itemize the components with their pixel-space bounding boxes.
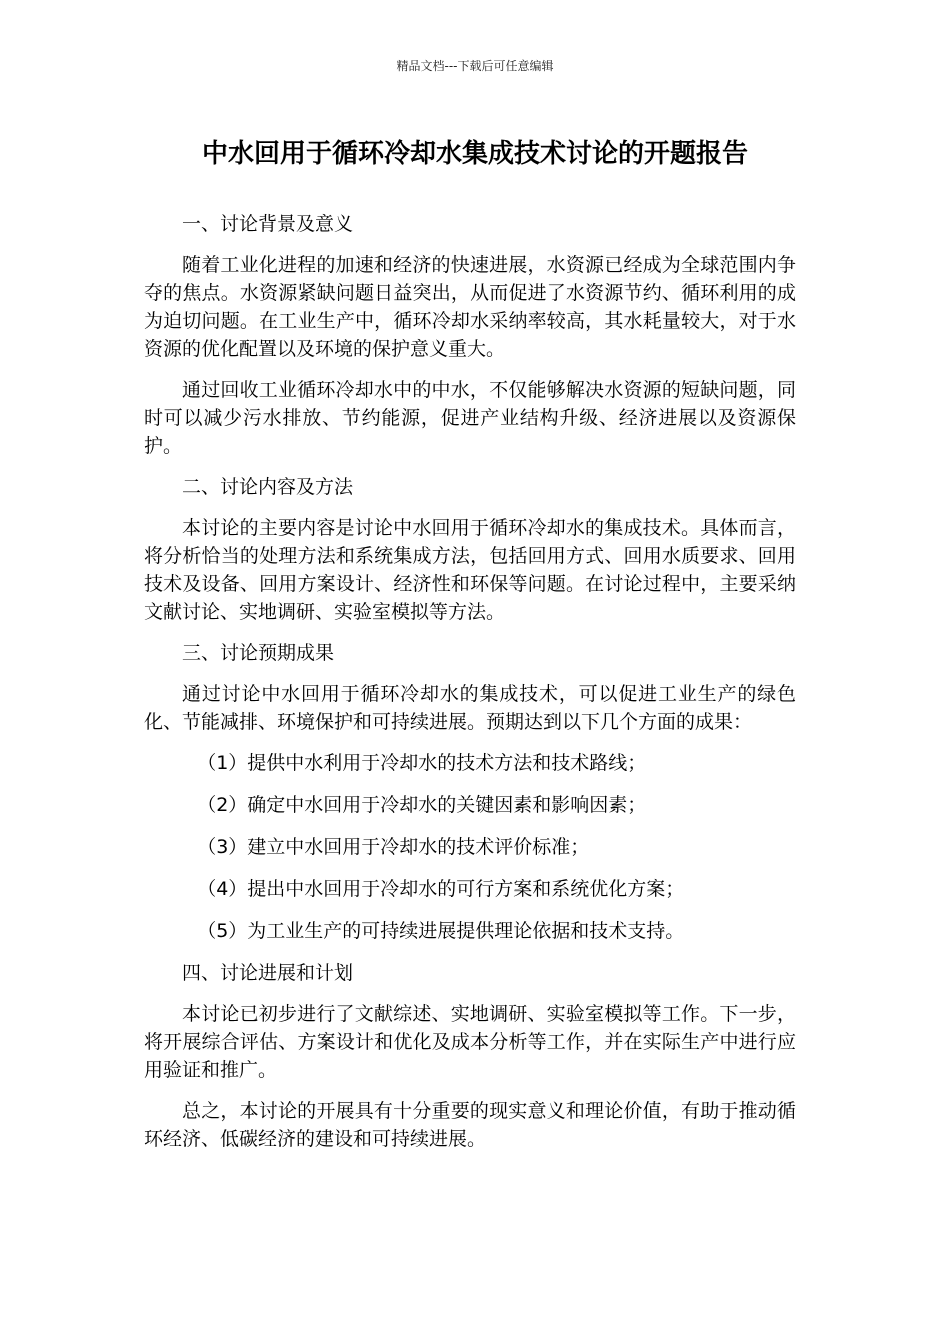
list-item: （4）提出中水回用于冷却水的可行方案和系统优化方案； xyxy=(197,878,685,900)
list-item: （1）提供中水利用于冷却水的技术方法和技术路线； xyxy=(197,752,647,774)
paragraph: 通过回收工业循环冷却水中的中水，不仅能够解决水资源的短缺问题，同时可以减少污水排放、节约能源，促进产业结构升级、经济进展以及资源保护。 xyxy=(144,379,796,457)
section-heading-background: 一、讨论背景及意义 xyxy=(182,213,354,235)
section-heading-content-methods: 二、讨论内容及方法 xyxy=(182,476,354,498)
document-title: 中水回用于循环冷却水集成技术讨论的开题报告 xyxy=(201,139,748,169)
section-heading-expected-results: 三、讨论预期成果 xyxy=(182,642,335,664)
list-item: （3）建立中水回用于冷却水的技术评价标准； xyxy=(197,836,590,858)
list-item: （5）为工业生产的可持续进展提供理论依据和技术支持。 xyxy=(197,920,685,942)
page-header-note: 精品文档---下载后可任意编辑 xyxy=(396,59,554,73)
paragraph: 本讨论已初步进行了文献综述、实地调研、实验室模拟等工作。下一步，将开展综合评估、方案设计和优化及成本分析等工作，并在实际生产中进行应用验证和推广。 xyxy=(144,1003,796,1081)
document-body xyxy=(144,210,796,1166)
paragraph: 本讨论的主要内容是讨论中水回用于循环冷却水的集成技术。具体而言，将分析恰当的处理方法和系统集成方法，包括回用方式、回用水质要求、回用技术及设备、回用方案设计、经济性和环保等问题。在讨论过程中，主要采纳文献讨论、实地调研、实验室模拟等方法。 xyxy=(144,517,796,623)
paragraph: 通过讨论中水回用于循环冷却水的集成技术，可以促进工业生产的绿色化、节能减排、环境保护和可持续进展。预期达到以下几个方面的成果： xyxy=(144,683,796,733)
list-item: （2）确定中水回用于冷却水的关键因素和影响因素； xyxy=(197,794,647,816)
section-heading-progress-plan: 四、讨论进展和计划 xyxy=(182,962,354,984)
paragraph: 总之，本讨论的开展具有十分重要的现实意义和理论价值，有助于推动循环经济、低碳经济的建设和可持续进展。 xyxy=(144,1100,796,1150)
paragraph: 随着工业化进程的加速和经济的快速进展，水资源已经成为全球范围内争夺的焦点。水资源紧缺问题日益突出，从而促进了水资源节约、循环利用的成为迫切问题。在工业生产中，循环冷却水采纳率较高，其水耗量较大，对于水资源的优化配置以及环境的保护意义重大。 xyxy=(144,254,796,360)
